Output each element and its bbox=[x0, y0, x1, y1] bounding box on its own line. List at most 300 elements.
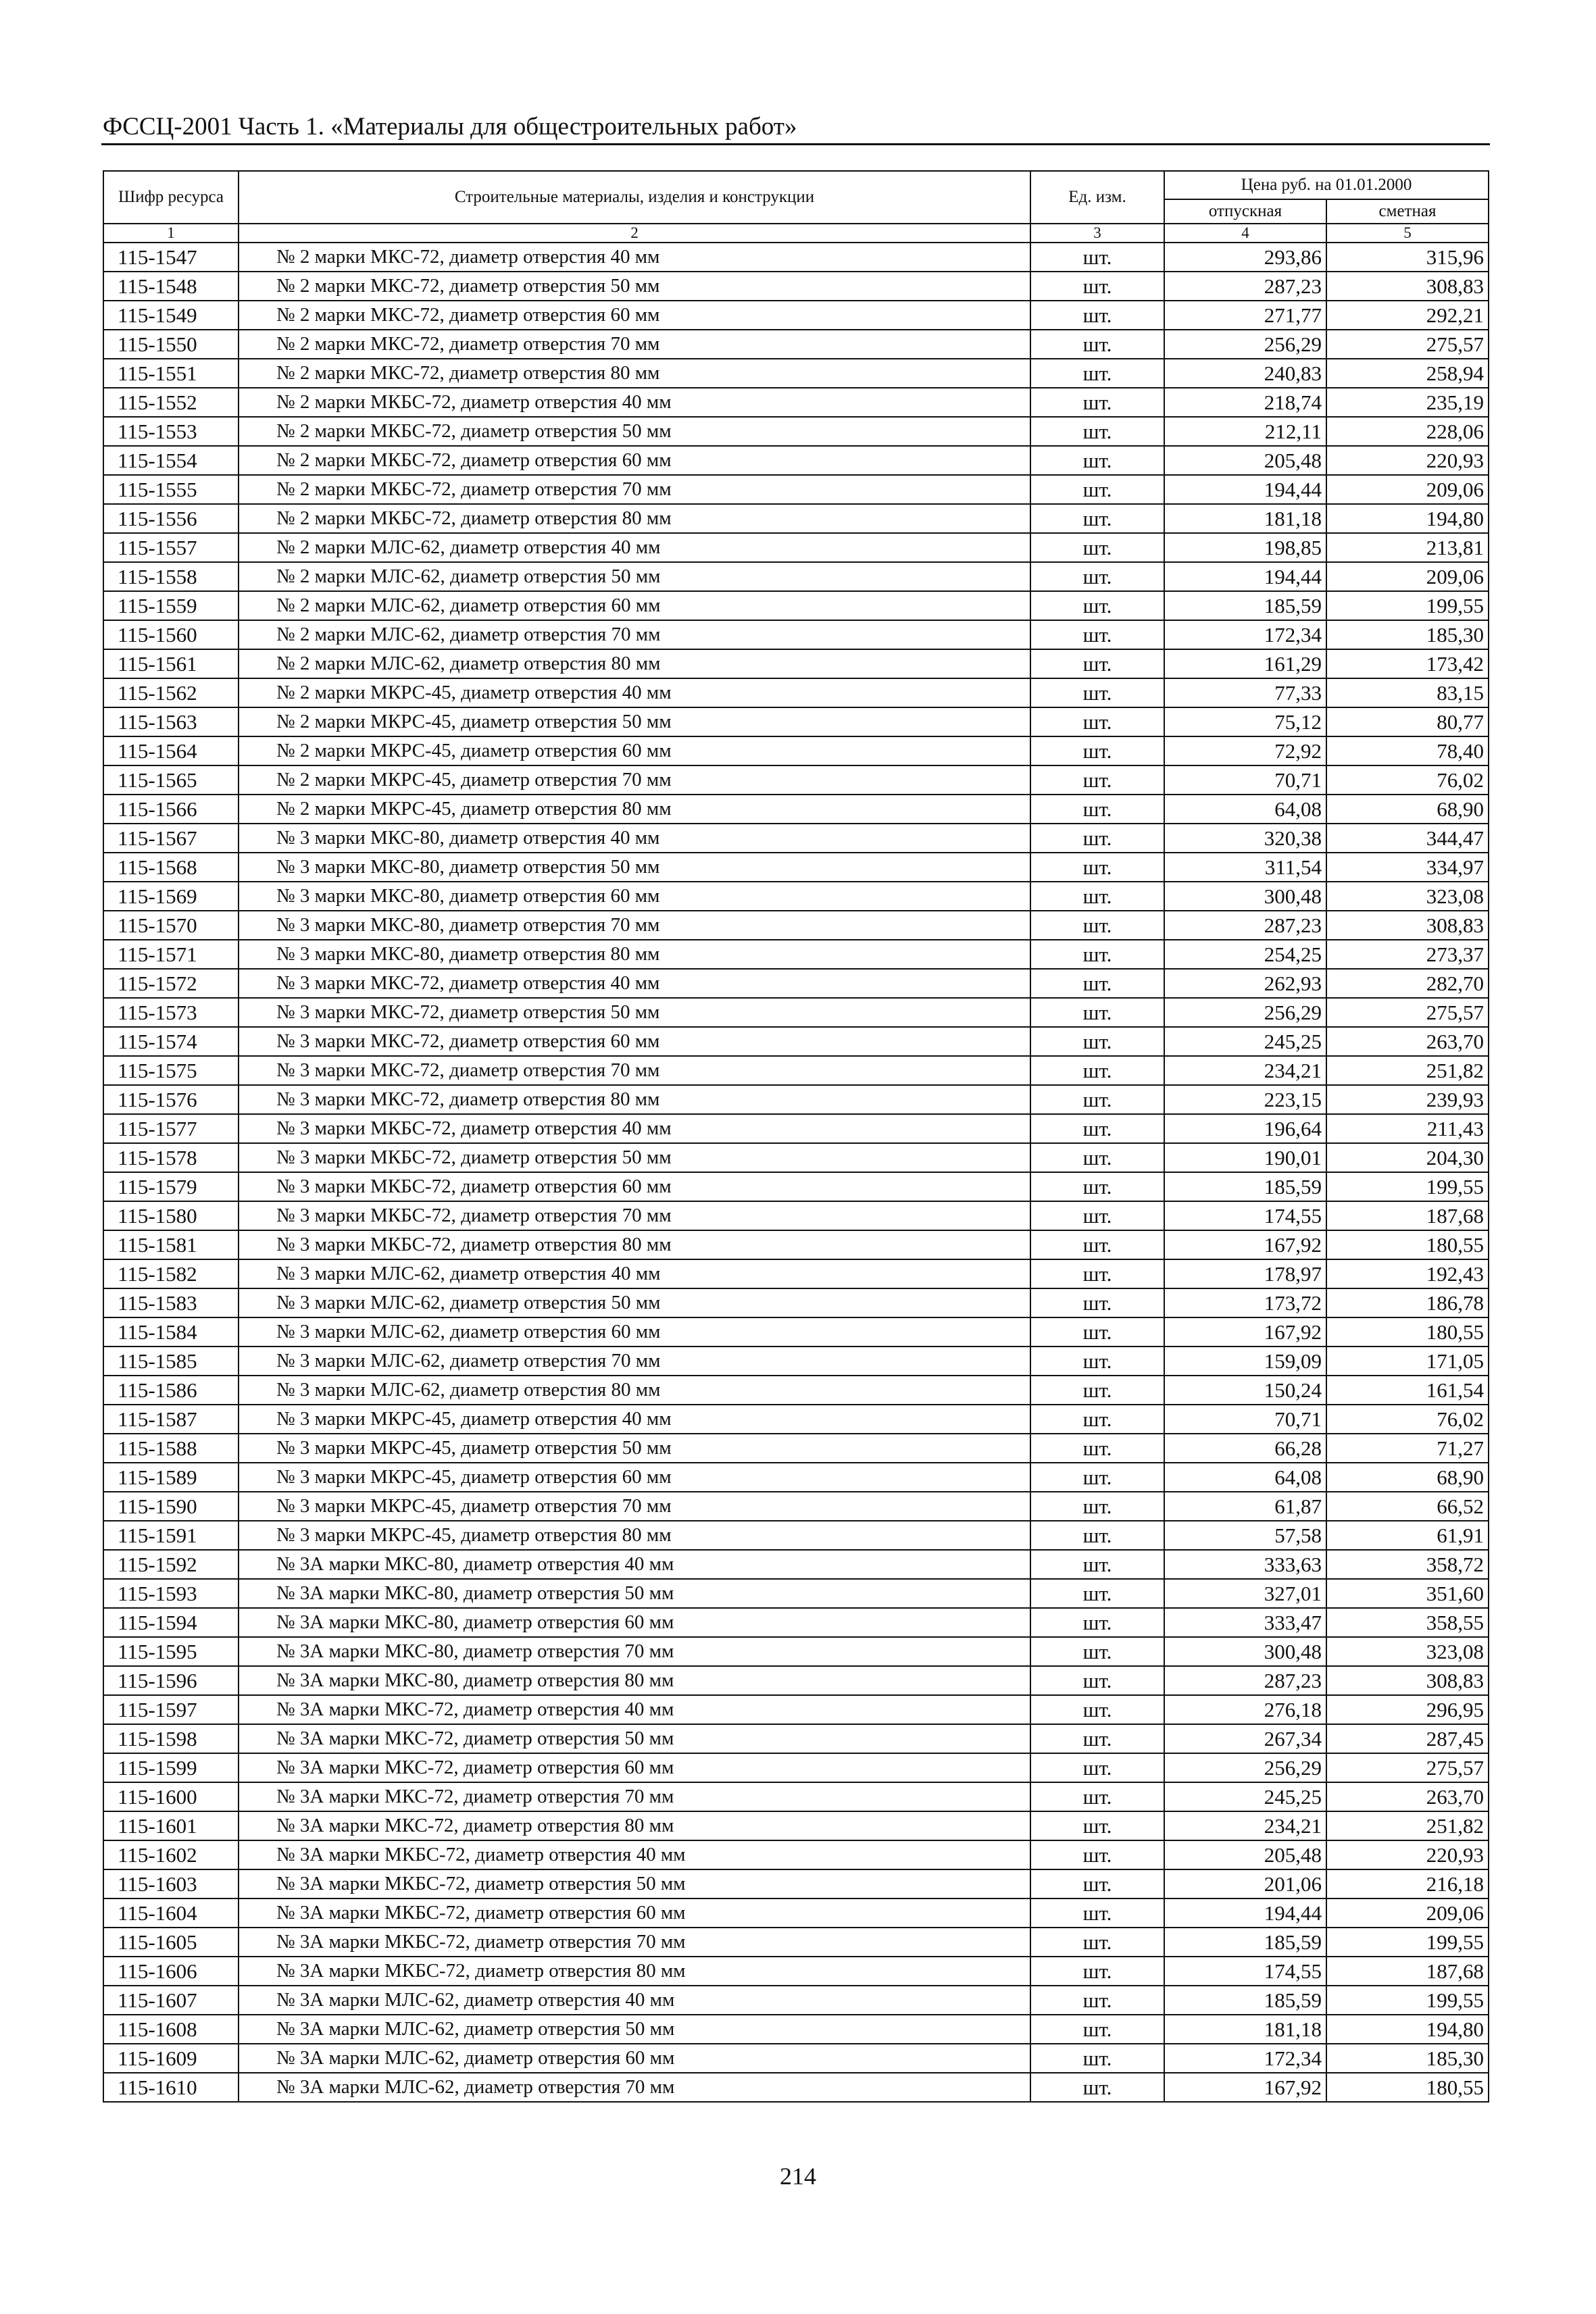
resource-code-cell: 115-1548 bbox=[103, 272, 239, 301]
unit-cell: шт. bbox=[1030, 2073, 1164, 2102]
unit-cell: шт. bbox=[1030, 475, 1164, 504]
material-name-cell: № 2 марки МКРС-45, диаметр отверстия 40 мм bbox=[239, 678, 1030, 707]
resource-code-cell: 115-1589 bbox=[103, 1463, 239, 1492]
table-row bbox=[103, 1608, 1489, 1637]
header-divider bbox=[101, 143, 1490, 145]
release-price-cell: 70,71 bbox=[1164, 1405, 1326, 1434]
table-row bbox=[103, 765, 1489, 795]
estimate-price-cell: 186,78 bbox=[1326, 1288, 1489, 1317]
header-code: Шифр ресурса bbox=[103, 171, 239, 224]
estimate-price-cell: 220,93 bbox=[1326, 446, 1489, 475]
unit-cell: шт. bbox=[1030, 243, 1164, 272]
resource-code-cell: 115-1551 bbox=[103, 359, 239, 388]
resource-code-cell: 115-1587 bbox=[103, 1405, 239, 1434]
estimate-price-cell: 344,47 bbox=[1326, 824, 1489, 853]
resource-code-cell: 115-1569 bbox=[103, 882, 239, 911]
table-row bbox=[103, 1782, 1489, 1811]
table-row bbox=[103, 1986, 1489, 2015]
unit-cell: шт. bbox=[1030, 1928, 1164, 1957]
material-name-cell: № 3А марки МКС-80, диаметр отверстия 70 мм bbox=[239, 1637, 1030, 1666]
release-price-cell: 185,59 bbox=[1164, 1172, 1326, 1201]
column-number: 3 bbox=[1030, 224, 1164, 243]
material-name-cell: № 3 марки МКБС-72, диаметр отверстия 50 мм bbox=[239, 1143, 1030, 1172]
estimate-price-cell: 180,55 bbox=[1326, 2073, 1489, 2102]
release-price-cell: 185,59 bbox=[1164, 1986, 1326, 2015]
release-price-cell: 167,92 bbox=[1164, 1317, 1326, 1347]
resource-code-cell: 115-1583 bbox=[103, 1288, 239, 1317]
header-name: Строительные материалы, изделия и конструкции bbox=[239, 171, 1030, 224]
table-row bbox=[103, 1317, 1489, 1347]
material-name-cell: № 3 марки МКБС-72, диаметр отверстия 60 мм bbox=[239, 1172, 1030, 1201]
resource-code-cell: 115-1600 bbox=[103, 1782, 239, 1811]
release-price-cell: 161,29 bbox=[1164, 649, 1326, 678]
resource-code-cell: 115-1597 bbox=[103, 1695, 239, 1724]
estimate-price-cell: 192,43 bbox=[1326, 1259, 1489, 1288]
unit-cell: шт. bbox=[1030, 1666, 1164, 1695]
table-row bbox=[103, 707, 1489, 736]
material-name-cell: № 3 марки МКС-80, диаметр отверстия 40 мм bbox=[239, 824, 1030, 853]
table-row bbox=[103, 1434, 1489, 1463]
material-name-cell: № 2 марки МКРС-45, диаметр отверстия 70 мм bbox=[239, 765, 1030, 795]
resource-code-cell: 115-1547 bbox=[103, 243, 239, 272]
resource-code-cell: 115-1566 bbox=[103, 795, 239, 824]
material-name-cell: № 3А марки МКС-72, диаметр отверстия 80 мм bbox=[239, 1811, 1030, 1840]
release-price-cell: 64,08 bbox=[1164, 1463, 1326, 1492]
resource-code-cell: 115-1606 bbox=[103, 1957, 239, 1986]
material-name-cell: № 3А марки МКБС-72, диаметр отверстия 50 мм bbox=[239, 1869, 1030, 1898]
release-price-cell: 218,74 bbox=[1164, 388, 1326, 417]
table-row bbox=[103, 1753, 1489, 1782]
unit-cell: шт. bbox=[1030, 330, 1164, 359]
material-name-cell: № 3А марки МКС-80, диаметр отверстия 40 мм bbox=[239, 1550, 1030, 1579]
estimate-price-cell: 199,55 bbox=[1326, 1172, 1489, 1201]
resource-code-cell: 115-1604 bbox=[103, 1898, 239, 1928]
estimate-price-cell: 185,30 bbox=[1326, 2044, 1489, 2073]
estimate-price-cell: 323,08 bbox=[1326, 1637, 1489, 1666]
resource-code-cell: 115-1553 bbox=[103, 417, 239, 446]
unit-cell: шт. bbox=[1030, 1259, 1164, 1288]
unit-cell: шт. bbox=[1030, 533, 1164, 562]
estimate-price-cell: 213,81 bbox=[1326, 533, 1489, 562]
estimate-price-cell: 71,27 bbox=[1326, 1434, 1489, 1463]
estimate-price-cell: 187,68 bbox=[1326, 1201, 1489, 1230]
table-row bbox=[103, 1869, 1489, 1898]
release-price-cell: 196,64 bbox=[1164, 1114, 1326, 1143]
release-price-cell: 234,21 bbox=[1164, 1811, 1326, 1840]
unit-cell: шт. bbox=[1030, 1898, 1164, 1928]
estimate-price-cell: 275,57 bbox=[1326, 998, 1489, 1027]
unit-cell: шт. bbox=[1030, 1463, 1164, 1492]
unit-cell: шт. bbox=[1030, 1434, 1164, 1463]
unit-cell: шт. bbox=[1030, 1056, 1164, 1085]
release-price-cell: 276,18 bbox=[1164, 1695, 1326, 1724]
release-price-cell: 271,77 bbox=[1164, 301, 1326, 330]
release-price-cell: 194,44 bbox=[1164, 562, 1326, 591]
unit-cell: шт. bbox=[1030, 1550, 1164, 1579]
material-name-cell: № 3 марки МКС-80, диаметр отверстия 80 мм bbox=[239, 940, 1030, 969]
table-row bbox=[103, 1259, 1489, 1288]
resource-code-cell: 115-1592 bbox=[103, 1550, 239, 1579]
material-name-cell: № 3 марки МКРС-45, диаметр отверстия 40 мм bbox=[239, 1405, 1030, 1434]
unit-cell: шт. bbox=[1030, 1172, 1164, 1201]
resource-code-cell: 115-1593 bbox=[103, 1579, 239, 1608]
release-price-cell: 167,92 bbox=[1164, 1230, 1326, 1259]
unit-cell: шт. bbox=[1030, 1869, 1164, 1898]
unit-cell: шт. bbox=[1030, 1201, 1164, 1230]
table-row bbox=[103, 1405, 1489, 1434]
material-name-cell: № 3 марки МКРС-45, диаметр отверстия 60 мм bbox=[239, 1463, 1030, 1492]
material-name-cell: № 3А марки МКС-72, диаметр отверстия 50 мм bbox=[239, 1724, 1030, 1753]
resource-code-cell: 115-1594 bbox=[103, 1608, 239, 1637]
unit-cell: шт. bbox=[1030, 1317, 1164, 1347]
table-row bbox=[103, 1085, 1489, 1114]
material-name-cell: № 3А марки МКС-80, диаметр отверстия 80 мм bbox=[239, 1666, 1030, 1695]
table-row bbox=[103, 388, 1489, 417]
estimate-price-cell: 68,90 bbox=[1326, 1463, 1489, 1492]
resource-code-cell: 115-1565 bbox=[103, 765, 239, 795]
release-price-cell: 212,11 bbox=[1164, 417, 1326, 446]
estimate-price-cell: 315,96 bbox=[1326, 243, 1489, 272]
material-name-cell: № 2 марки МКБС-72, диаметр отверстия 70 мм bbox=[239, 475, 1030, 504]
release-price-cell: 254,25 bbox=[1164, 940, 1326, 969]
material-name-cell: № 3А марки МКБС-72, диаметр отверстия 80 мм bbox=[239, 1957, 1030, 1986]
table-row bbox=[103, 1898, 1489, 1928]
resource-code-cell: 115-1558 bbox=[103, 562, 239, 591]
unit-cell: шт. bbox=[1030, 591, 1164, 620]
table-row bbox=[103, 1724, 1489, 1753]
estimate-price-cell: 275,57 bbox=[1326, 330, 1489, 359]
release-price-cell: 172,34 bbox=[1164, 2044, 1326, 2073]
release-price-cell: 240,83 bbox=[1164, 359, 1326, 388]
unit-cell: шт. bbox=[1030, 446, 1164, 475]
unit-cell: шт. bbox=[1030, 824, 1164, 853]
estimate-price-cell: 194,80 bbox=[1326, 504, 1489, 533]
resource-code-cell: 115-1610 bbox=[103, 2073, 239, 2102]
table-row bbox=[103, 1840, 1489, 1869]
release-price-cell: 256,29 bbox=[1164, 998, 1326, 1027]
resource-code-cell: 115-1549 bbox=[103, 301, 239, 330]
estimate-price-cell: 173,42 bbox=[1326, 649, 1489, 678]
material-name-cell: № 3 марки МКБС-72, диаметр отверстия 80 мм bbox=[239, 1230, 1030, 1259]
material-name-cell: № 3 марки МКБС-72, диаметр отверстия 40 мм bbox=[239, 1114, 1030, 1143]
estimate-price-cell: 263,70 bbox=[1326, 1027, 1489, 1056]
release-price-cell: 201,06 bbox=[1164, 1869, 1326, 1898]
release-price-cell: 178,97 bbox=[1164, 1259, 1326, 1288]
release-price-cell: 223,15 bbox=[1164, 1085, 1326, 1114]
header-price-group: Цена руб. на 01.01.2000 bbox=[1164, 171, 1489, 199]
release-price-cell: 194,44 bbox=[1164, 475, 1326, 504]
table-row bbox=[103, 795, 1489, 824]
material-name-cell: № 2 марки МКБС-72, диаметр отверстия 60 мм bbox=[239, 446, 1030, 475]
material-name-cell: № 3 марки МКРС-45, диаметр отверстия 70 мм bbox=[239, 1492, 1030, 1521]
estimate-price-cell: 273,37 bbox=[1326, 940, 1489, 969]
release-price-cell: 287,23 bbox=[1164, 272, 1326, 301]
unit-cell: шт. bbox=[1030, 736, 1164, 765]
resource-code-cell: 115-1609 bbox=[103, 2044, 239, 2073]
material-name-cell: № 3 марки МКБС-72, диаметр отверстия 70 мм bbox=[239, 1201, 1030, 1230]
table-row bbox=[103, 911, 1489, 940]
table-row bbox=[103, 2044, 1489, 2073]
material-name-cell: № 3 марки МКС-80, диаметр отверстия 70 мм bbox=[239, 911, 1030, 940]
unit-cell: шт. bbox=[1030, 1782, 1164, 1811]
material-name-cell: № 2 марки МКС-72, диаметр отверстия 60 мм bbox=[239, 301, 1030, 330]
column-number: 5 bbox=[1326, 224, 1489, 243]
resource-code-cell: 115-1588 bbox=[103, 1434, 239, 1463]
release-price-cell: 234,21 bbox=[1164, 1056, 1326, 1085]
column-number: 2 bbox=[239, 224, 1030, 243]
material-name-cell: № 3 марки МКРС-45, диаметр отверстия 80 мм bbox=[239, 1521, 1030, 1550]
release-price-cell: 333,63 bbox=[1164, 1550, 1326, 1579]
unit-cell: шт. bbox=[1030, 795, 1164, 824]
material-name-cell: № 2 марки МКБС-72, диаметр отверстия 40 мм bbox=[239, 388, 1030, 417]
resource-code-cell: 115-1563 bbox=[103, 707, 239, 736]
price-table bbox=[103, 170, 1489, 2103]
resource-code-cell: 115-1607 bbox=[103, 1986, 239, 2015]
table-row bbox=[103, 2073, 1489, 2102]
material-name-cell: № 3 марки МЛС-62, диаметр отверстия 80 мм bbox=[239, 1376, 1030, 1405]
resource-code-cell: 115-1571 bbox=[103, 940, 239, 969]
resource-code-cell: 115-1552 bbox=[103, 388, 239, 417]
unit-cell: шт. bbox=[1030, 1579, 1164, 1608]
table-row bbox=[103, 1288, 1489, 1317]
estimate-price-cell: 308,83 bbox=[1326, 1666, 1489, 1695]
release-price-cell: 77,33 bbox=[1164, 678, 1326, 707]
estimate-price-cell: 358,72 bbox=[1326, 1550, 1489, 1579]
resource-code-cell: 115-1570 bbox=[103, 911, 239, 940]
resource-code-cell: 115-1567 bbox=[103, 824, 239, 853]
material-name-cell: № 2 марки МЛС-62, диаметр отверстия 50 мм bbox=[239, 562, 1030, 591]
resource-code-cell: 115-1578 bbox=[103, 1143, 239, 1172]
table-body bbox=[103, 243, 1489, 2102]
material-name-cell: № 3А марки МКС-72, диаметр отверстия 40 мм bbox=[239, 1695, 1030, 1724]
table-row bbox=[103, 359, 1489, 388]
unit-cell: шт. bbox=[1030, 1753, 1164, 1782]
unit-cell: шт. bbox=[1030, 911, 1164, 940]
header-unit: Ед. изм. bbox=[1030, 171, 1164, 224]
resource-code-cell: 115-1584 bbox=[103, 1317, 239, 1347]
unit-cell: шт. bbox=[1030, 1637, 1164, 1666]
table-row bbox=[103, 1521, 1489, 1550]
resource-code-cell: 115-1596 bbox=[103, 1666, 239, 1695]
release-price-cell: 293,86 bbox=[1164, 243, 1326, 272]
estimate-price-cell: 263,70 bbox=[1326, 1782, 1489, 1811]
estimate-price-cell: 308,83 bbox=[1326, 272, 1489, 301]
table-row bbox=[103, 678, 1489, 707]
material-name-cell: № 3 марки МКС-72, диаметр отверстия 70 мм bbox=[239, 1056, 1030, 1085]
page-title: ФССЦ-2001 Часть 1. «Материалы для общестроительных работ» bbox=[103, 113, 797, 141]
table-row bbox=[103, 1143, 1489, 1172]
table-row bbox=[103, 940, 1489, 969]
material-name-cell: № 3А марки МКБС-72, диаметр отверстия 70 мм bbox=[239, 1928, 1030, 1957]
release-price-cell: 205,48 bbox=[1164, 1840, 1326, 1869]
estimate-price-cell: 204,30 bbox=[1326, 1143, 1489, 1172]
material-name-cell: № 3 марки МЛС-62, диаметр отверстия 40 мм bbox=[239, 1259, 1030, 1288]
unit-cell: шт. bbox=[1030, 562, 1164, 591]
resource-code-cell: 115-1550 bbox=[103, 330, 239, 359]
resource-code-cell: 115-1582 bbox=[103, 1259, 239, 1288]
unit-cell: шт. bbox=[1030, 1376, 1164, 1405]
unit-cell: шт. bbox=[1030, 1811, 1164, 1840]
material-name-cell: № 2 марки МКС-72, диаметр отверстия 50 мм bbox=[239, 272, 1030, 301]
resource-code-cell: 115-1573 bbox=[103, 998, 239, 1027]
estimate-price-cell: 171,05 bbox=[1326, 1347, 1489, 1376]
estimate-price-cell: 209,06 bbox=[1326, 1898, 1489, 1928]
resource-code-cell: 115-1599 bbox=[103, 1753, 239, 1782]
material-name-cell: № 2 марки МЛС-62, диаметр отверстия 70 мм bbox=[239, 620, 1030, 649]
estimate-price-cell: 78,40 bbox=[1326, 736, 1489, 765]
release-price-cell: 333,47 bbox=[1164, 1608, 1326, 1637]
unit-cell: шт. bbox=[1030, 1288, 1164, 1317]
table-row bbox=[103, 1550, 1489, 1579]
material-name-cell: № 3 марки МКС-72, диаметр отверстия 80 мм bbox=[239, 1085, 1030, 1114]
unit-cell: шт. bbox=[1030, 1143, 1164, 1172]
release-price-cell: 245,25 bbox=[1164, 1782, 1326, 1811]
release-price-cell: 256,29 bbox=[1164, 330, 1326, 359]
unit-cell: шт. bbox=[1030, 1608, 1164, 1637]
resource-code-cell: 115-1574 bbox=[103, 1027, 239, 1056]
unit-cell: шт. bbox=[1030, 1695, 1164, 1724]
estimate-price-cell: 351,60 bbox=[1326, 1579, 1489, 1608]
table-row bbox=[103, 969, 1489, 998]
unit-cell: шт. bbox=[1030, 1405, 1164, 1434]
table-row bbox=[103, 853, 1489, 882]
release-price-cell: 173,72 bbox=[1164, 1288, 1326, 1317]
header-price-estimate: сметная bbox=[1326, 199, 1489, 224]
release-price-cell: 66,28 bbox=[1164, 1434, 1326, 1463]
table-row bbox=[103, 330, 1489, 359]
estimate-price-cell: 80,77 bbox=[1326, 707, 1489, 736]
unit-cell: шт. bbox=[1030, 301, 1164, 330]
estimate-price-cell: 235,19 bbox=[1326, 388, 1489, 417]
header-price-release: отпускная bbox=[1164, 199, 1326, 224]
estimate-price-cell: 209,06 bbox=[1326, 475, 1489, 504]
unit-cell: шт. bbox=[1030, 1027, 1164, 1056]
resource-code-cell: 115-1568 bbox=[103, 853, 239, 882]
release-price-cell: 320,38 bbox=[1164, 824, 1326, 853]
estimate-price-cell: 185,30 bbox=[1326, 620, 1489, 649]
unit-cell: шт. bbox=[1030, 1347, 1164, 1376]
resource-code-cell: 115-1580 bbox=[103, 1201, 239, 1230]
estimate-price-cell: 251,82 bbox=[1326, 1811, 1489, 1840]
material-name-cell: № 3А марки МЛС-62, диаметр отверстия 70 мм bbox=[239, 2073, 1030, 2102]
estimate-price-cell: 180,55 bbox=[1326, 1317, 1489, 1347]
unit-cell: шт. bbox=[1030, 1230, 1164, 1259]
estimate-price-cell: 228,06 bbox=[1326, 417, 1489, 446]
material-name-cell: № 3А марки МКС-80, диаметр отверстия 60 мм bbox=[239, 1608, 1030, 1637]
material-name-cell: № 2 марки МКРС-45, диаметр отверстия 50 мм bbox=[239, 707, 1030, 736]
estimate-price-cell: 216,18 bbox=[1326, 1869, 1489, 1898]
estimate-price-cell: 76,02 bbox=[1326, 1405, 1489, 1434]
material-name-cell: № 2 марки МКС-72, диаметр отверстия 40 мм bbox=[239, 243, 1030, 272]
estimate-price-cell: 61,91 bbox=[1326, 1521, 1489, 1550]
unit-cell: шт. bbox=[1030, 1957, 1164, 1986]
release-price-cell: 287,23 bbox=[1164, 911, 1326, 940]
table-row bbox=[103, 1201, 1489, 1230]
release-price-cell: 181,18 bbox=[1164, 2015, 1326, 2044]
material-name-cell: № 2 марки МКРС-45, диаметр отверстия 60 мм bbox=[239, 736, 1030, 765]
resource-code-cell: 115-1575 bbox=[103, 1056, 239, 1085]
resource-code-cell: 115-1555 bbox=[103, 475, 239, 504]
resource-code-cell: 115-1562 bbox=[103, 678, 239, 707]
table-row bbox=[103, 272, 1489, 301]
table-row bbox=[103, 417, 1489, 446]
unit-cell: шт. bbox=[1030, 1724, 1164, 1753]
estimate-price-cell: 296,95 bbox=[1326, 1695, 1489, 1724]
estimate-price-cell: 76,02 bbox=[1326, 765, 1489, 795]
material-name-cell: № 3А марки МЛС-62, диаметр отверстия 40 мм bbox=[239, 1986, 1030, 2015]
release-price-cell: 70,71 bbox=[1164, 765, 1326, 795]
estimate-price-cell: 282,70 bbox=[1326, 969, 1489, 998]
resource-code-cell: 115-1591 bbox=[103, 1521, 239, 1550]
unit-cell: шт. bbox=[1030, 678, 1164, 707]
resource-code-cell: 115-1608 bbox=[103, 2015, 239, 2044]
table-row bbox=[103, 1463, 1489, 1492]
material-name-cell: № 3 марки МКС-72, диаметр отверстия 50 мм bbox=[239, 998, 1030, 1027]
unit-cell: шт. bbox=[1030, 2015, 1164, 2044]
material-name-cell: № 3 марки МКС-72, диаметр отверстия 60 мм bbox=[239, 1027, 1030, 1056]
material-name-cell: № 3А марки МЛС-62, диаметр отверстия 50 мм bbox=[239, 2015, 1030, 2044]
table-row bbox=[103, 998, 1489, 1027]
table-row bbox=[103, 882, 1489, 911]
material-name-cell: № 3А марки МКБС-72, диаметр отверстия 60 мм bbox=[239, 1898, 1030, 1928]
release-price-cell: 311,54 bbox=[1164, 853, 1326, 882]
estimate-price-cell: 83,15 bbox=[1326, 678, 1489, 707]
unit-cell: шт. bbox=[1030, 1114, 1164, 1143]
table-row bbox=[103, 2015, 1489, 2044]
material-name-cell: № 2 марки МКБС-72, диаметр отверстия 80 мм bbox=[239, 504, 1030, 533]
estimate-price-cell: 211,43 bbox=[1326, 1114, 1489, 1143]
resource-code-cell: 115-1602 bbox=[103, 1840, 239, 1869]
material-name-cell: № 3 марки МКС-72, диаметр отверстия 40 мм bbox=[239, 969, 1030, 998]
resource-code-cell: 115-1585 bbox=[103, 1347, 239, 1376]
resource-code-cell: 115-1581 bbox=[103, 1230, 239, 1259]
unit-cell: шт. bbox=[1030, 388, 1164, 417]
estimate-price-cell: 275,57 bbox=[1326, 1753, 1489, 1782]
unit-cell: шт. bbox=[1030, 853, 1164, 882]
estimate-price-cell: 161,54 bbox=[1326, 1376, 1489, 1405]
resource-code-cell: 115-1605 bbox=[103, 1928, 239, 1957]
resource-code-cell: 115-1560 bbox=[103, 620, 239, 649]
resource-code-cell: 115-1564 bbox=[103, 736, 239, 765]
estimate-price-cell: 199,55 bbox=[1326, 1986, 1489, 2015]
release-price-cell: 245,25 bbox=[1164, 1027, 1326, 1056]
page-number: 214 bbox=[780, 2163, 816, 2190]
material-name-cell: № 3 марки МЛС-62, диаметр отверстия 70 мм bbox=[239, 1347, 1030, 1376]
material-name-cell: № 3А марки МКС-72, диаметр отверстия 70 мм bbox=[239, 1782, 1030, 1811]
resource-code-cell: 115-1561 bbox=[103, 649, 239, 678]
table-row bbox=[103, 243, 1489, 272]
estimate-price-cell: 251,82 bbox=[1326, 1056, 1489, 1085]
estimate-price-cell: 239,93 bbox=[1326, 1085, 1489, 1114]
table-row bbox=[103, 1230, 1489, 1259]
unit-cell: шт. bbox=[1030, 882, 1164, 911]
material-name-cell: № 3А марки МКС-80, диаметр отверстия 50 мм bbox=[239, 1579, 1030, 1608]
table-row bbox=[103, 824, 1489, 853]
estimate-price-cell: 68,90 bbox=[1326, 795, 1489, 824]
table-row bbox=[103, 1579, 1489, 1608]
table-row bbox=[103, 1347, 1489, 1376]
unit-cell: шт. bbox=[1030, 1521, 1164, 1550]
material-name-cell: № 2 марки МЛС-62, диаметр отверстия 60 мм bbox=[239, 591, 1030, 620]
estimate-price-cell: 292,21 bbox=[1326, 301, 1489, 330]
material-name-cell: № 3А марки МКС-72, диаметр отверстия 60 мм bbox=[239, 1753, 1030, 1782]
release-price-cell: 256,29 bbox=[1164, 1753, 1326, 1782]
table-row bbox=[103, 1637, 1489, 1666]
estimate-price-cell: 258,94 bbox=[1326, 359, 1489, 388]
table-row bbox=[103, 649, 1489, 678]
release-price-cell: 72,92 bbox=[1164, 736, 1326, 765]
material-name-cell: № 3А марки МЛС-62, диаметр отверстия 60 мм bbox=[239, 2044, 1030, 2073]
